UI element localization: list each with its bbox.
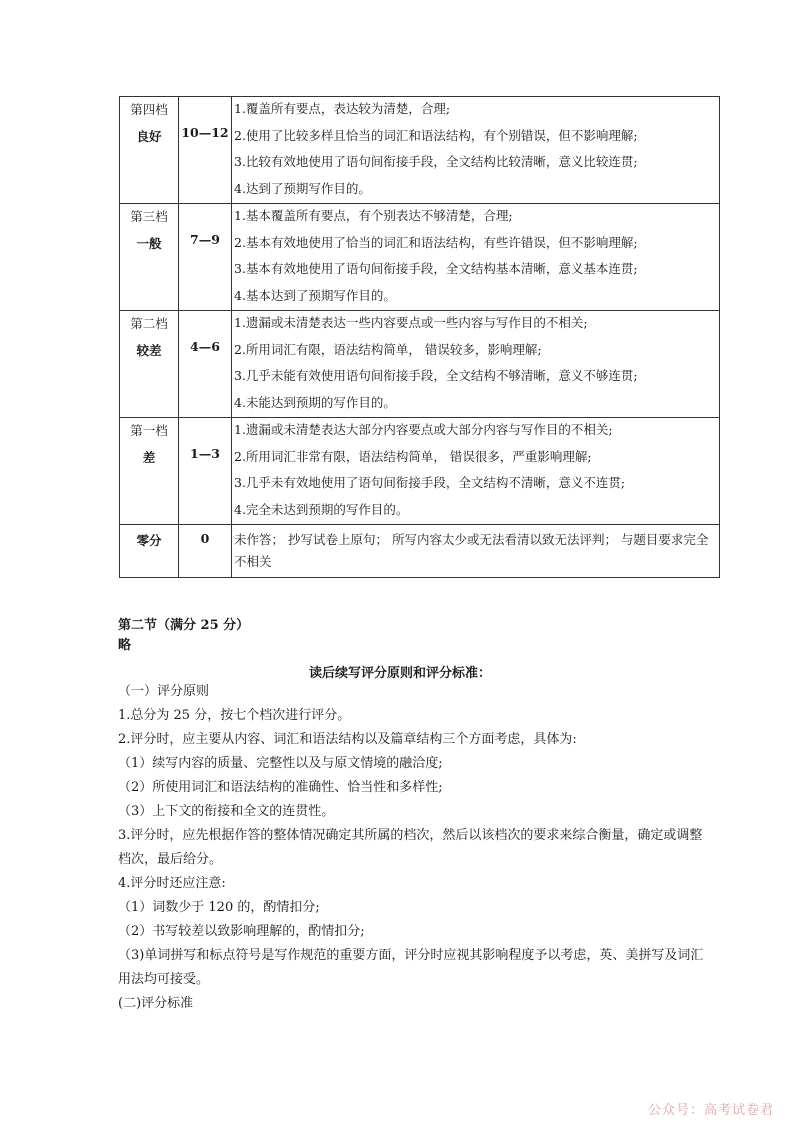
watermark: 公众号：高考试卷君	[647, 1103, 774, 1118]
score-cell	[179, 418, 232, 525]
score-cell	[179, 311, 232, 418]
table-row	[120, 97, 720, 204]
body-paragraph: （1）续写内容的质量、完整性以及与原文情境的融洽度;	[118, 756, 443, 771]
level-cell	[120, 311, 179, 418]
score-range: 4—6	[190, 339, 220, 354]
level-name: 第四档	[130, 102, 168, 117]
criteria-item: 4.达到了预期写作目的。	[234, 180, 371, 196]
level-name: 第一档	[130, 423, 168, 438]
score-range: 7—9	[190, 232, 220, 247]
score-range: 10—12	[181, 125, 229, 140]
criteria-item: 2.所用词汇非常有限，语法结构简单， 错误很多，严重影响理解;	[234, 448, 592, 464]
criteria-cell	[232, 97, 720, 204]
criteria-item: 4.完全未达到预期的写作目的。	[234, 501, 409, 517]
criteria-item: 2.使用了比较多样且恰当的词汇和语法结构，有个别错误，但不影响理解;	[234, 127, 638, 143]
criteria-item: 3.几乎未能有效使用语句间衔接手段，全文结构不够清晰，意义不够连贯;	[234, 368, 638, 383]
criteria-cell	[232, 204, 720, 311]
body-paragraph: （2）所使用词汇和语法结构的准确性、恰当性和多样性;	[118, 780, 443, 795]
criteria-item: 1.遗漏或未清楚表达大部分内容要点或大部分内容与写作目的不相关;	[234, 422, 613, 437]
criteria-item: 3.比较有效地使用了语句间衔接手段，全文结构比较清晰，意义比较连贯;	[234, 154, 638, 169]
level-cell	[120, 418, 179, 525]
body-paragraph: 4.评分时还应注意:	[118, 876, 226, 891]
body-paragraph: （3）上下文的衔接和全文的连贯性。	[118, 804, 335, 819]
level-name: 零分	[136, 533, 162, 548]
principles-body	[118, 680, 708, 1016]
section-heading: 第二节（满分 25 分）	[118, 618, 250, 633]
level-quality: 差	[142, 450, 156, 465]
criteria-item: 4.未能达到预期的写作目的。	[234, 394, 396, 410]
score-range: 1—3	[190, 446, 220, 461]
section-heading-block	[118, 616, 249, 656]
criteria-item: 1.覆盖所有要点，表达较为清楚，合理;	[234, 101, 451, 116]
body-paragraph: （2）书写较差以致影响理解的，酌情扣分;	[118, 924, 365, 939]
level-name: 第三档	[130, 209, 168, 224]
criteria-cell	[232, 311, 720, 418]
table-row	[120, 311, 720, 418]
criteria-cell	[232, 525, 720, 578]
score-cell	[179, 525, 232, 578]
level-quality: 良好	[136, 129, 162, 144]
level-quality: 一般	[136, 236, 162, 251]
table-row-zero	[120, 525, 720, 578]
criteria-item: 2.基本有效地使用了恰当的词汇和语法结构，有些许错误，但不影响理解;	[234, 234, 638, 250]
score-cell	[179, 204, 232, 311]
criteria-item: 3.几乎未有效地使用了语句间衔接手段，全文结构不清晰，意义不连贯;	[234, 475, 626, 490]
body-paragraph: （1）词数少于 120 的，酌情扣分;	[118, 900, 320, 915]
table-row	[120, 204, 720, 311]
criteria-item: 2.所用词汇有限，语法结构简单， 错误较多，影响理解;	[234, 341, 542, 357]
level-cell	[120, 204, 179, 311]
table-row	[120, 418, 720, 525]
body-paragraph: 1.总分为 25 分，按七个档次进行评分。	[118, 708, 351, 723]
body-paragraph: (二)评分标准	[118, 996, 194, 1011]
criteria-item: 4.基本达到了预期写作目的。	[234, 287, 396, 303]
body-paragraph: 3.评分时，应先根据作答的整体情况确定其所属的档次，然后以该档次的要求来综合衡量，确定或调整档次，最后给分。	[118, 828, 703, 867]
body-paragraph: （3)单词拼写和标点符号是写作规范的重要方面，评分时应视其影响程度予以考虑，英、美拼写及词汇用法均可接受。	[118, 948, 704, 987]
level-cell	[120, 525, 179, 578]
grading-table	[119, 96, 720, 578]
zero-criteria: 未作答； 抄写试卷上原句； 所写内容太少或无法看清以致无法评判； 与题目要求完全不相关	[234, 532, 709, 569]
criteria-cell	[232, 418, 720, 525]
criteria-item: 1.遗漏或未清楚表达一些内容要点或一些内容与写作目的不相关;	[234, 315, 588, 330]
level-name: 第二档	[130, 316, 168, 331]
level-cell	[120, 97, 179, 204]
body-paragraph: 2.评分时，应主要从内容、词汇和语法结构以及篇章结构三个方面考虑，具体为:	[118, 732, 577, 747]
criteria-item: 1.基本覆盖所有要点，有个别表达不够清楚，合理;	[234, 208, 513, 223]
level-quality: 较差	[136, 343, 162, 358]
body-paragraph: （一）评分原则	[118, 684, 210, 699]
section-note: 略	[118, 638, 132, 653]
score-range: 0	[200, 531, 210, 546]
document-subtitle: 读后续写评分原则和评分标准：	[308, 666, 491, 681]
score-cell	[179, 97, 232, 204]
criteria-item: 3.基本有效地使用了语句间衔接手段，全文结构基本清晰，意义基本连贯;	[234, 261, 638, 276]
